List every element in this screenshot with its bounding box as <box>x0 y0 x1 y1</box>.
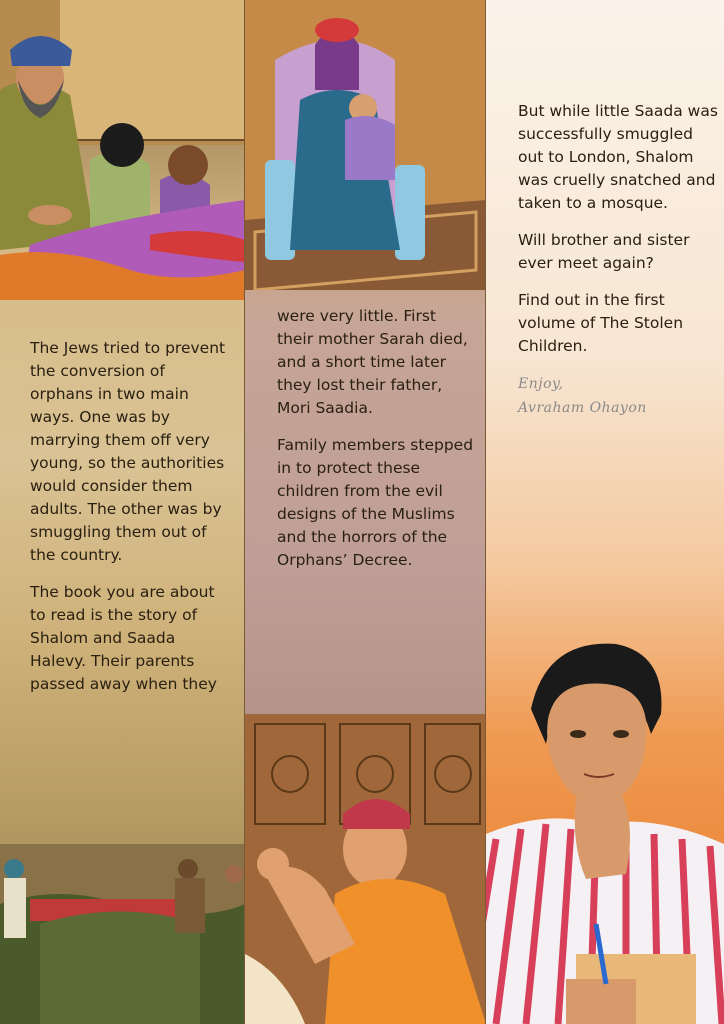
illustration-man-in-red-cap <box>245 714 486 1024</box>
signoff-author: Avraham Ohayon <box>518 400 647 416</box>
left-paragraph-2: The book you are about to read is the story of Shalom and Saada Halevy. Their parents passed away when they <box>30 583 217 693</box>
right-paragraph-3: Find out in the first volume of The Stolen Children. <box>518 291 684 355</box>
illustration-sick-bed <box>0 844 245 1024</box>
right-panel <box>486 0 724 1024</box>
middle-paragraph-1: were very little. First their mother Sarah died, and a short time later they lost their father, Mori Saadia. <box>277 307 468 417</box>
signoff-greeting: Enjoy, <box>518 376 564 392</box>
illustration-mother-and-child <box>245 0 486 290</box>
middle-paragraph-2: Family members stepped in to protect these children from the evil designs of the Muslims and the horrors of the Orphans’ Decree. <box>277 436 474 569</box>
left-paragraph-1: The Jews tried to prevent the conversion of orphans in two main ways. One was by marrying them off very young, so the authorities would consider them adults. The other was by smuggling them out of the country. <box>30 339 226 564</box>
middle-panel <box>245 0 486 1024</box>
illustration-elder-with-children <box>0 0 245 300</box>
left-panel <box>0 0 245 1024</box>
right-paragraph-1: But while little Saada was successfully smuggled out to London, Shalom was cruelly snatched and taken to a mosque. <box>518 102 718 212</box>
author-signoff <box>518 372 718 420</box>
illustration-thinking-boy <box>486 624 724 1024</box>
right-paragraph-2: Will brother and sister ever meet again? <box>518 231 690 272</box>
